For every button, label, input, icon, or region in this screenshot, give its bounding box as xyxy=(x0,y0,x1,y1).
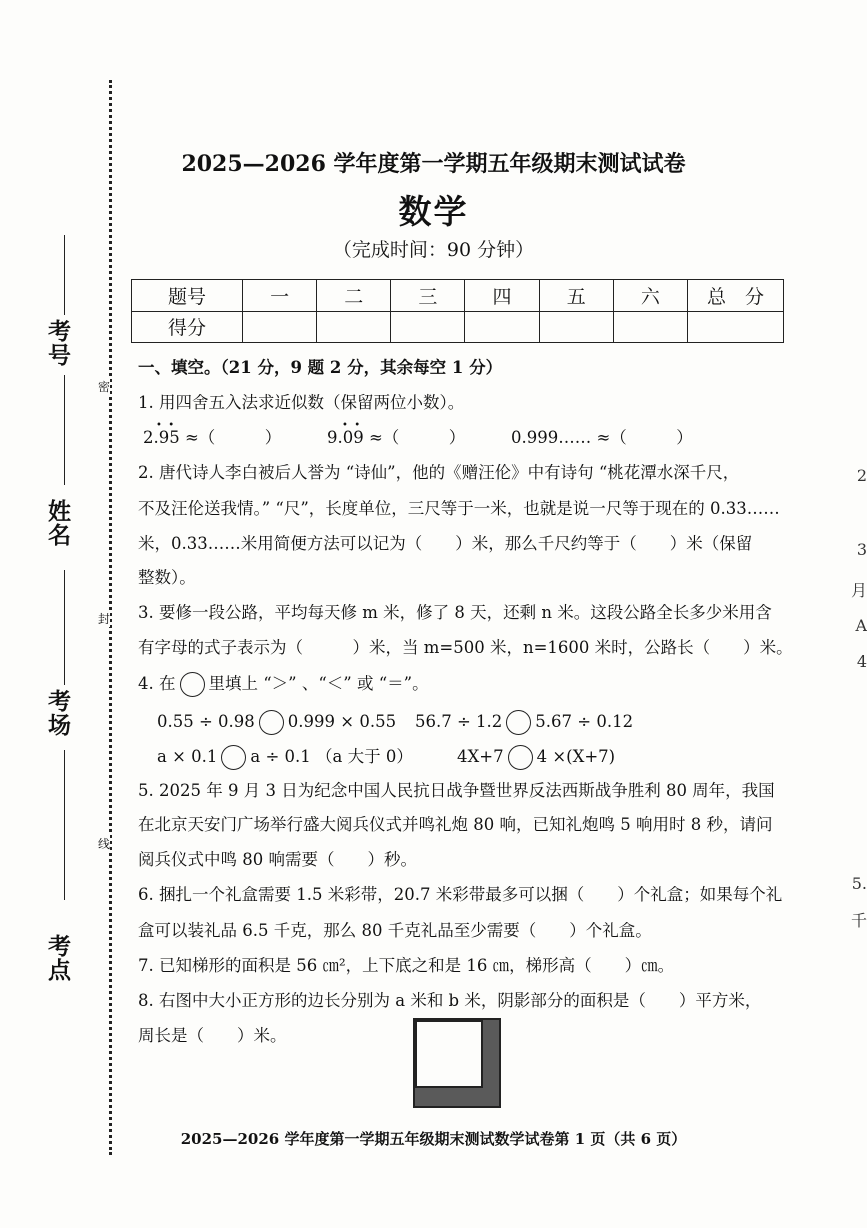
edge-glyph: 5. xyxy=(851,874,867,893)
exam-title: 2025—2026 学年度第一学期五年级期末测试试卷 xyxy=(181,151,686,177)
score-header-cell: 题号 xyxy=(132,280,243,312)
edge-glyph: 月 xyxy=(850,581,867,600)
score-cell[interactable] xyxy=(317,311,391,343)
q4-expr: 5.67 ÷ 0.12 xyxy=(535,712,634,731)
q7-text: 7. 已知梯形的面积是 56 ㎝²，上下底之和是 16 ㎝，梯形高（ ）㎝。 xyxy=(138,956,675,975)
q6-line-1: 6. 捆扎一个礼盒需要 1.5 米彩带，20.7 米彩带最多可以捆（ ）个礼盒；如果每个礼 xyxy=(138,885,783,904)
q6-line-2: 盒可以装礼品 6.5 千克，那么 80 千克礼品至少需要（ ）个礼盒。 xyxy=(138,921,652,940)
squares-figure xyxy=(413,1018,503,1110)
kaochang-blank-line xyxy=(64,750,65,900)
q1-item-2: 9.09 ≈（ ） xyxy=(327,428,466,447)
seal-feng: 封 xyxy=(98,612,111,626)
seal-xian: 线 xyxy=(98,837,111,851)
q4-expr: 56.7 ÷ 1.2 xyxy=(415,712,503,731)
subject-title: 数学 xyxy=(398,192,469,231)
q4-expr: 4X+7 xyxy=(457,747,504,766)
q4-row-1b xyxy=(415,710,633,735)
score-header-cell: 总 分 xyxy=(688,280,784,312)
q4-instruction xyxy=(138,672,429,697)
q4-pre: 4. 在 xyxy=(138,674,176,693)
score-header-cell: 三 xyxy=(391,280,465,312)
q4-row-2a xyxy=(157,745,413,770)
time-limit: （完成时间：90 分钟） xyxy=(332,239,535,261)
score-header-cell: 六 xyxy=(613,280,687,312)
xingming-top-line xyxy=(64,375,65,485)
q2-line-3: 米，0.33……米用简便方法可以记为（ ）米，那么千尺约等于（ ）米（保留 xyxy=(138,534,753,553)
q1-text: 1. 用四舍五入法求近似数（保留两位小数）。 xyxy=(138,393,465,412)
edge-glyph: 2 xyxy=(856,466,867,485)
q3-line-2: 有字母的式子表示为（ ）米，当 m=500 米，n=1600 米时，公路长（ ）米。 xyxy=(138,638,793,657)
edge-glyph: A xyxy=(855,616,867,635)
q8-line-1: 8. 右图中大小正方形的边长分别为 a 米和 b 米，阴影部分的面积是（ ）平方米， xyxy=(138,991,762,1010)
score-header-cell: 五 xyxy=(539,280,613,312)
score-header-cell: 四 xyxy=(465,280,539,312)
edge-glyph: 千 xyxy=(850,911,867,930)
score-cell[interactable] xyxy=(391,311,465,343)
compare-circle-input[interactable] xyxy=(221,745,246,770)
q4-expr: a × 0.1 xyxy=(157,747,218,766)
q4-post: 里填上 “＞” 、“＜” 或 “＝”。 xyxy=(208,674,429,693)
score-cell[interactable] xyxy=(539,311,613,343)
score-header-cell: 一 xyxy=(243,280,317,312)
score-header-cell: 二 xyxy=(317,280,391,312)
compare-circle-input[interactable] xyxy=(259,710,284,735)
label-kaohao: 考号 xyxy=(48,319,71,369)
q5-line-1: 5. 2025 年 9 月 3 日为纪念中国人民抗日战争暨世界反法西斯战争胜利 80 周年，我国 xyxy=(138,781,775,800)
q4-expr: 4 ×(X+7) xyxy=(536,747,616,766)
page-footer: 2025—2026 学年度第一学期五年级期末测试数学试卷第 1 页（共 6 页） xyxy=(180,1130,687,1148)
xingming-blank-line xyxy=(64,570,65,685)
label-xingming: 姓名 xyxy=(48,499,71,549)
q4-expr: 0.55 ÷ 0.98 xyxy=(157,712,255,731)
small-square xyxy=(416,1021,482,1087)
score-table xyxy=(131,279,784,343)
score-cell[interactable] xyxy=(613,311,687,343)
q2-line-4: 整数）。 xyxy=(138,568,196,587)
repeat-dot: • • xyxy=(342,420,361,431)
q8-line-2: 周长是（ ）米。 xyxy=(138,1026,287,1045)
label-kaochang: 考场 xyxy=(48,689,71,739)
q4-expr: 0.999 × 0.55 xyxy=(287,712,397,731)
section1-heading: 一、填空。（21 分，9 题 2 分，其余每空 1 分） xyxy=(138,358,503,377)
q2-line-1: 2. 唐代诗人李白被后人誉为 “诗仙”，他的《赠汪伦》中有诗句 “桃花潭水深千尺， xyxy=(138,463,740,482)
q4-row-1a xyxy=(157,710,396,735)
edge-glyph: 4 xyxy=(856,652,867,671)
compare-circle-input[interactable] xyxy=(506,710,531,735)
label-kaodian: 考点 xyxy=(48,934,71,984)
q1-item-1: 2.95 ≈（ ） xyxy=(143,428,282,447)
score-cell[interactable] xyxy=(465,311,539,343)
q4-row-2b xyxy=(457,745,615,770)
edge-glyph: 3 xyxy=(856,540,867,559)
q5-line-3: 阅兵仪式中鸣 80 响需要（ ）秒。 xyxy=(138,850,417,869)
q4-expr: a ÷ 0.1 （a 大于 0） xyxy=(250,747,413,766)
q2-line-2: 不及汪伦送我情。” “尺”，长度单位，三尺等于一米，也就是说一尺等于现在的 0.33…… xyxy=(138,499,780,518)
compare-circle-icon xyxy=(180,672,205,697)
seal-mi: 密 xyxy=(98,380,111,394)
compare-circle-input[interactable] xyxy=(508,745,533,770)
score-row-label: 得分 xyxy=(132,311,243,343)
q5-line-2: 在北京天安门广场举行盛大阅兵仪式并鸣礼炮 80 响，已知礼炮鸣 5 响用时 8 秒，请问 xyxy=(138,815,773,834)
score-cell[interactable] xyxy=(688,311,784,343)
repeat-dot: • • xyxy=(156,420,175,431)
q3-line-1: 3. 要修一段公路，平均每天修 m 米，修了 8 天，还剩 n 米。这段公路全长多少米用含 xyxy=(138,603,772,622)
score-cell[interactable] xyxy=(243,311,317,343)
q1-item-3: 0.999…… ≈（ ） xyxy=(511,428,693,447)
